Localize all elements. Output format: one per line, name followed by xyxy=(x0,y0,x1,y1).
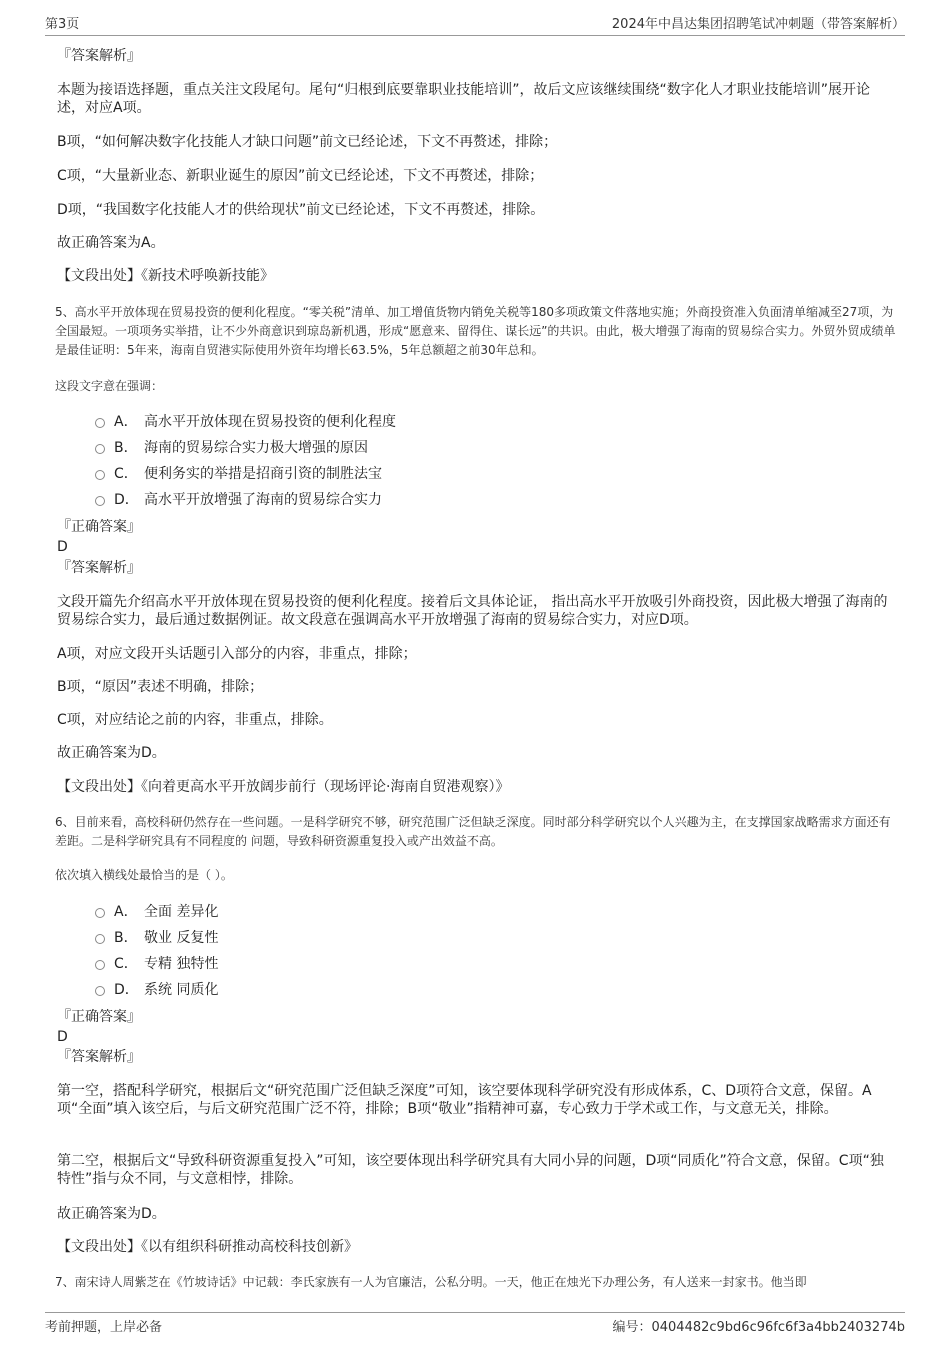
analysis-paragraph: 第一空，搭配科学研究，根据后文“研究范围广泛但缺乏深度”可知，该空要体现科学研究没有形成体系，C、D项符合文意，保留。A项“全面”填入该空后，与后文研究范围广泛不符，排除；B项“敬业”指精神可嘉，专心致力于学术或工作，与文意无关，排除。 xyxy=(57,1083,872,1117)
answer-label: 『正确答案』 xyxy=(57,519,141,535)
option-c[interactable]: C． 专精 独特性 xyxy=(95,955,218,973)
radio-icon[interactable] xyxy=(95,418,105,428)
option-a[interactable]: A． 高水平开放体现在贸易投资的便利化程度 xyxy=(95,413,396,431)
radio-icon[interactable] xyxy=(95,960,105,970)
answer-value: D xyxy=(57,539,68,555)
option-d[interactable]: D． 高水平开放增强了海南的贸易综合实力 xyxy=(95,491,382,509)
question-stem: 依次填入横线处最恰当的是（ ）。 xyxy=(55,868,233,882)
radio-icon[interactable] xyxy=(95,496,105,506)
analysis-paragraph: 第二空，根据后文“导致科研资源重复投入”可知，该空要体现出科学研究具有大同小异的问题，D项“同质化”符合文意，保留。C项“独特性”指与众不同，与文意相悖，排除。 xyxy=(57,1153,884,1187)
source-citation: 【文段出处】《以有组织科研推动高校科技创新》 xyxy=(57,1239,358,1255)
option-b[interactable]: B． 海南的贸易综合实力极大增强的原因 xyxy=(95,439,368,457)
document-id: 编号：0404482c9bd6c96fc6f3a4bb2403274b xyxy=(612,1320,905,1335)
document-title: 2024年中昌达集团招聘笔试冲刺题（带答案解析） xyxy=(611,17,905,32)
analysis-paragraph: 文段开篇先介绍高水平开放体现在贸易投资的便利化程度。接着后文具体论证， 指出高水平开放吸引外商投资，因此极大增强了海南的贸易综合实力，最后通过数据例证。故文段意在强调高水平开放增强了海南的贸易综合实力，对应D项。 xyxy=(57,594,888,628)
analysis-paragraph: 本题为接语选择题，重点关注文段尾句。尾句“归根到底要靠职业技能培训”，故后文应该继续围绕“数字化人才职业技能培训”展开论述，对应A项。 xyxy=(57,82,871,116)
page-number: 第3页 xyxy=(45,17,80,32)
answer-value: D xyxy=(57,1029,68,1045)
conclusion: 故正确答案为D。 xyxy=(57,745,166,761)
radio-icon[interactable] xyxy=(95,908,105,918)
question-text: 5、高水平开放体现在贸易投资的便利化程度。“零关税”清单、加工增值货物内销免关税等180多项政策文件落地实施；外商投资准入负面清单缩减至27项，为全国最短。一项项务实举措，让不少外商意识到琼岛新机遇，形成“愿意来、留得住、谋长远”的共识。由此，极大增强了海南的贸易综合实力。外贸外贸成绩单是最佳证明：5年来，海南自贸港实际使用外资年均增长63.5%，5年总额超之前30年总和。 xyxy=(55,305,896,357)
question-text: 6、目前来看，高校科研仍然存在一些问题。一是科学研究不够，研究范围广泛但缺乏深度。同时部分科学研究以个人兴趣为主，在支撑国家战略需求方面还有差距。二是科学研究具有不同程度的 问题，导致科研资源重复投入或产出效益不高。 xyxy=(55,815,891,848)
page-footer xyxy=(45,1312,905,1338)
analysis-paragraph: B项，“如何解决数字化技能人才缺口问题”前文已经论述，下文不再赘述，排除； xyxy=(57,134,558,150)
radio-icon[interactable] xyxy=(95,986,105,996)
analysis-label: 『答案解析』 xyxy=(57,560,141,576)
source-citation: 【文段出处】《向着更高水平开放阔步前行（现场评论·海南自贸港观察）》 xyxy=(57,779,510,795)
option-b[interactable]: B． 敬业 反复性 xyxy=(95,929,218,947)
footer-slogan: 考前押题，上岸必备 xyxy=(45,1320,163,1335)
analysis-paragraph: D项，“我国数字化技能人才的供给现状”前文已经论述，下文不再赘述，排除。 xyxy=(57,202,545,218)
analysis-paragraph: A项，对应文段开头话题引入部分的内容，非重点，排除； xyxy=(57,646,417,662)
option-a[interactable]: A． 全面 差异化 xyxy=(95,903,218,921)
option-c[interactable]: C． 便利务实的举措是招商引资的制胜法宝 xyxy=(95,465,382,483)
analysis-paragraph: B项，“原因”表述不明确，排除； xyxy=(57,679,264,695)
conclusion: 故正确答案为A。 xyxy=(57,235,165,251)
question-stem: 这段文字意在强调： xyxy=(55,379,164,393)
page-header xyxy=(45,13,905,36)
analysis-paragraph: C项，对应结论之前的内容，非重点，排除。 xyxy=(57,712,333,728)
option-d[interactable]: D． 系统 同质化 xyxy=(95,981,218,999)
answer-label: 『正确答案』 xyxy=(57,1009,141,1025)
radio-icon[interactable] xyxy=(95,444,105,454)
radio-icon[interactable] xyxy=(95,934,105,944)
question-text: 7、南宋诗人周紫芝在《竹坡诗话》中记载：李氏家族有一人为官廉洁，公私分明。一天，他正在烛光下办理公务，有人送来一封家书。他当即 xyxy=(55,1275,807,1289)
source-citation: 【文段出处】《新技术呼唤新技能》 xyxy=(57,268,274,284)
analysis-label: 『答案解析』 xyxy=(57,1049,141,1065)
analysis-paragraph: C项，“大量新业态、新职业诞生的原因”前文已经论述，下文不再赘述，排除； xyxy=(57,168,544,184)
radio-icon[interactable] xyxy=(95,470,105,480)
conclusion: 故正确答案为D。 xyxy=(57,1206,166,1222)
analysis-label: 『答案解析』 xyxy=(57,48,141,64)
